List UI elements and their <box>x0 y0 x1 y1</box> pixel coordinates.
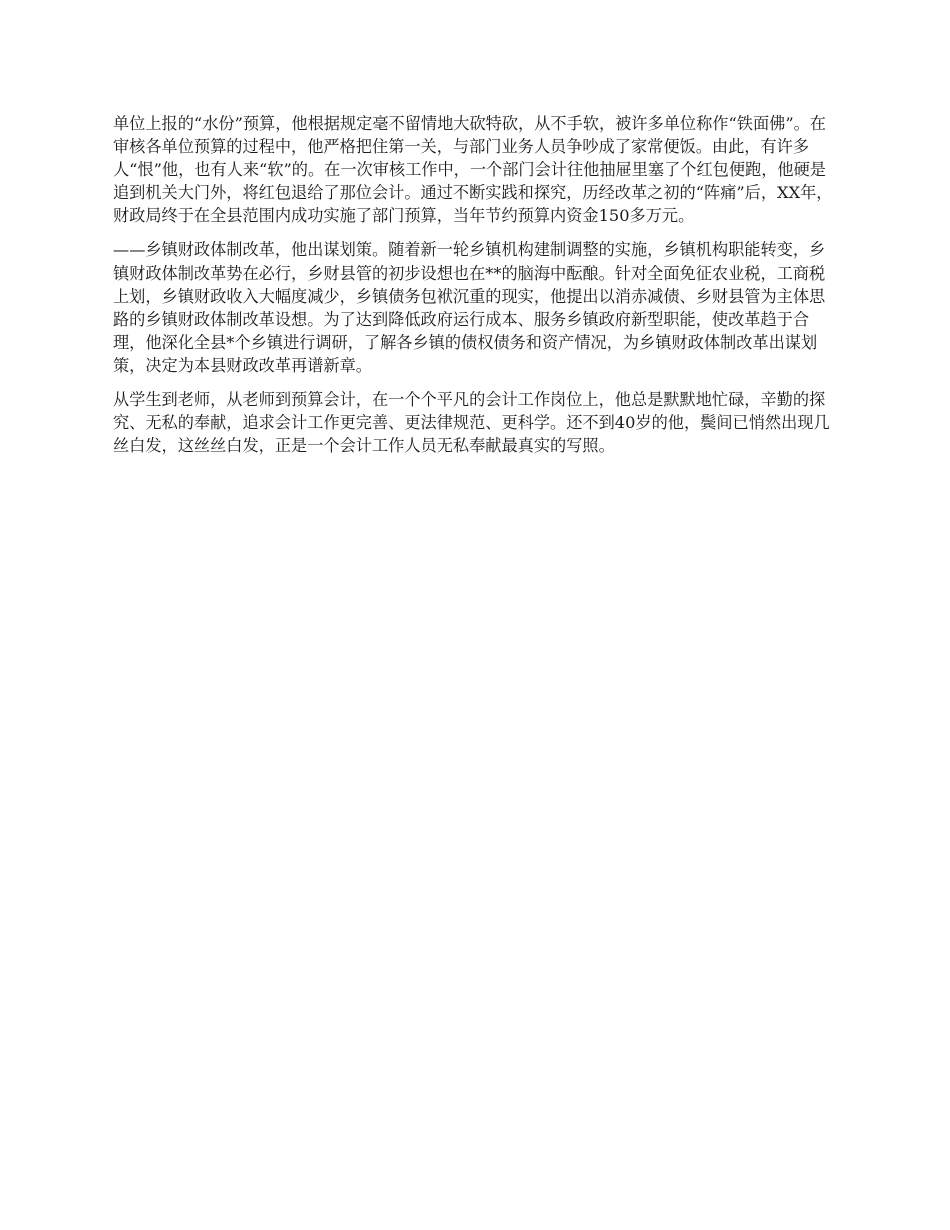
paragraph-budget-review: 单位上报的“水份”预算，他根据规定毫不留情地大砍特砍，从不手软，被许多单位称作“铁面佛”。在审核各单位预算的过程中，他严格把住第一关，与部门业务人员争吵成了家常便饭。由此，有许多人“恨”他，也有人来“软”的。在一次审核工作中，一个部门会计往他抽屉里塞了个红包便跑，他硬是追到机关大门外，将红包退给了那位会计。通过不断实践和探究，历经改革之初的“阵痛”后，XX年，财政局终于在全县范围内成功实施了部门预算，当年节约预算内资金150多万元。 <box>113 114 833 226</box>
paragraph-township-reform: ——乡镇财政体制改革，他出谋划策。随着新一轮乡镇机构建制调整的实施，乡镇机构职能转变，乡镇财政体制改革势在必行，乡财县管的初步设想也在**的脑海中酝酿。针对全面免征农业税，工商税上划，乡镇财政收入大幅度减少，乡镇债务包袱沉重的现实，他提出以消赤减债、乡财县管为主体思路的乡镇财政体制改革设想。为了达到降低政府运行成本、服务乡镇政府新型职能，使改革趋于合理，他深化全县*个乡镇进行调研，了解各乡镇的债权债务和资产情况，为乡镇财政体制改革出谋划策，决定为本县财政改革再谱新章。 <box>113 240 826 375</box>
paragraph-career-summary: 从学生到老师，从老师到预算会计，在一个个平凡的会计工作岗位上，他总是默默地忙碌，辛勤的探究、无私的奉献，追求会计工作更完善、更法律规范、更科学。还不到40岁的他，鬓间已悄然出现几丝白发，这丝丝白发，正是一个会计工作人员无私奉献最真实的写照。 <box>113 390 830 456</box>
document-body <box>113 112 839 468</box>
